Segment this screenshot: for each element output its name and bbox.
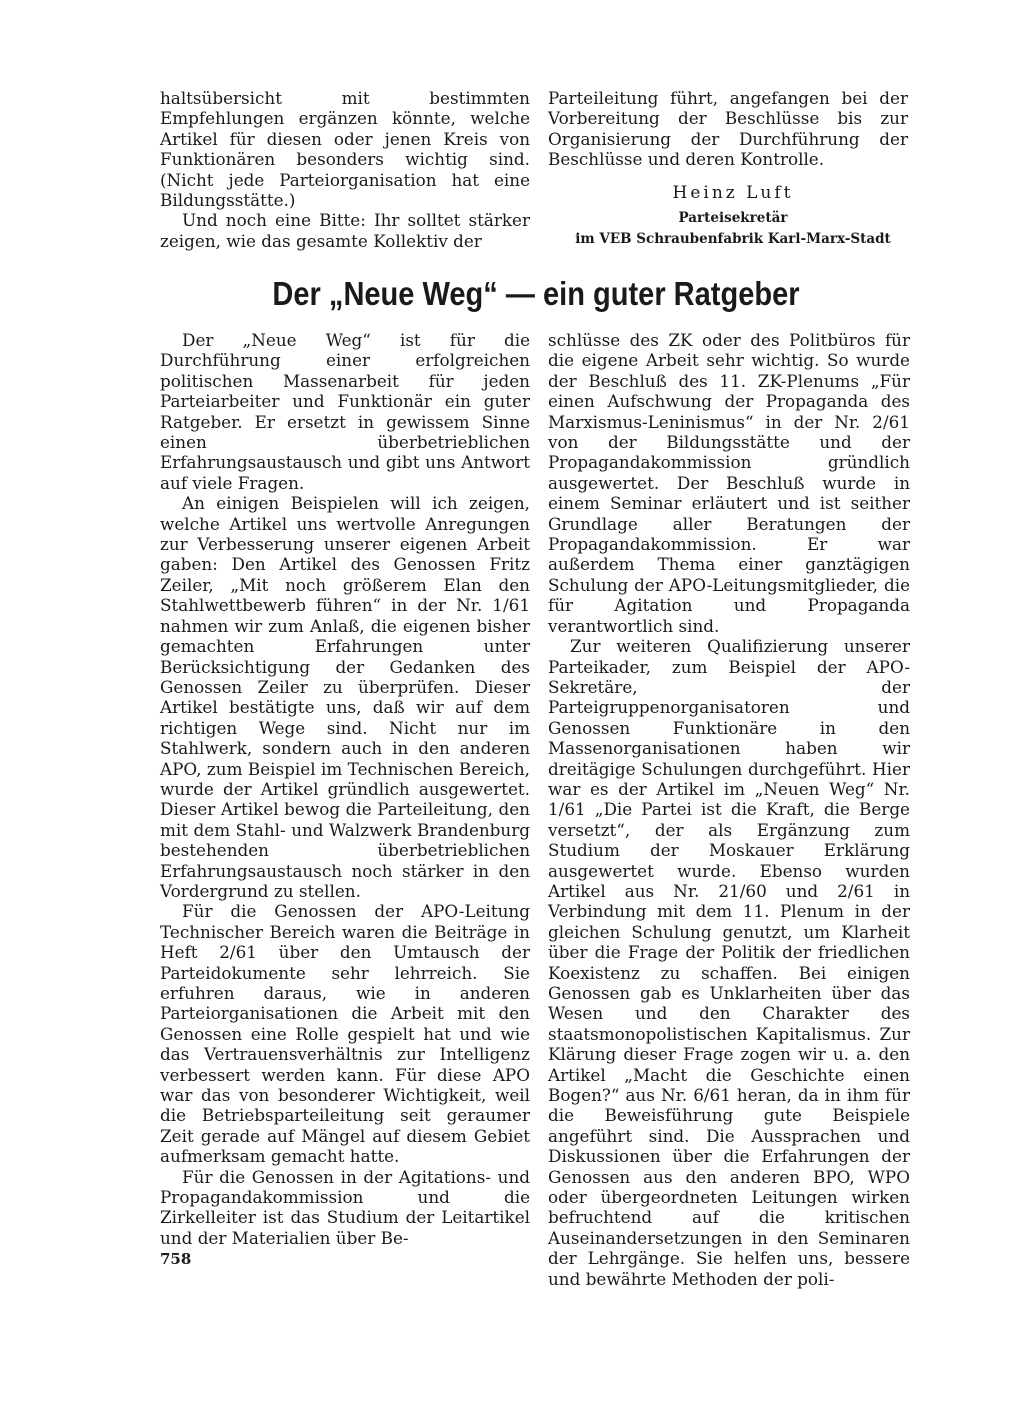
page-number: 758 bbox=[160, 1250, 192, 1268]
article-left-paragraph-4: Für die Genossen in der Agitations- und Propagandakommission und die Zirkelleiter ist das Studium der Leitartikel und der Materialien über Be- bbox=[160, 1166, 530, 1248]
article-left-paragraph-1: Der „Neue Weg“ ist für die Durchführung einer erfolgreichen politischen Massenarbeit für jeden Parteiarbeiter und Funktionär ein guter Ratgeber. Er ersetzt in gewissem Sinne einen überbetrieblichen Erfahrungsaustausch und gibt uns Antwort auf viele Fragen. bbox=[160, 330, 530, 493]
top-left-column bbox=[160, 88, 530, 251]
top-right-column bbox=[548, 88, 908, 170]
article-right-paragraph-2: Zur weiteren Qualifizierung unserer Parteikader, zum Beispiel der APO-Sekretäre, der Parteigruppenorganisatoren und Genossen Funktionäre in den Massenorganisationen haben wir dreitägige Schulungen durchgeführt. Hier war es der Artikel im „Neuen Weg“ Nr. 1/61 „Die Partei ist die Kraft, die Berge versetzt“, der als Ergänzung zum Studium der Moskauer Erklärung ausgewertet wurde. Ebenso wurden Artikel aus Nr. 21/60 und 2/61 in Verbindung mit dem 11. Plenum in der gleichen Schulung genutzt, um Klarheit über die Frage der Politik der friedlichen Koexistenz zu schaffen. Bei einigen Genossen gab es Unklarheiten über das Wesen und den Charakter des staatsmonopolistischen Kapitalismus. Zur Klärung dieser Frage zogen wir u. a. den Artikel „Macht die Geschichte einen Bogen?“ aus Nr. 6/61 heran, da in ihm für die Beweisführung gute Beispiele angeführt sind. Die Aussprachen und Diskussionen über die Erfahrungen der Genossen aus den anderen BPO, WPO oder übergeordneten Leitungen wirken befruchtend auf die kritischen Auseinandersetzungen in den Seminaren der Lehrgänge. Sie helfen uns, bessere und bewährte Methoden der poli- bbox=[548, 636, 910, 1289]
signature-place: im VEB Schraubenfabrik Karl-Marx-Stadt bbox=[575, 231, 891, 247]
article-right-column bbox=[548, 330, 910, 1289]
article-left-column bbox=[160, 330, 530, 1248]
article-left-paragraph-3: Für die Genossen der APO-Leitung Technischer Bereich waren die Beiträge in Heft 2/61 über den Umtausch der Parteidokumente sehr lehrreich. Sie erfuhren daraus, wie in anderen Parteiorganisationen die Arbeit mit den Genossen eine Rolle gespielt hat und wie das Vertrauensverhältnis zur Intelligenz verbessert werden kann. Für diese APO war das von besonderer Wichtigkeit, weil die Betriebsparteileitung seit geraumer Zeit gerade auf Mängel auf diesem Gebiet aufmerksam gemacht hatte. bbox=[160, 901, 530, 1167]
signature-role: Parteisekretär bbox=[678, 210, 788, 226]
article-left-paragraph-2: An einigen Beispielen will ich zeigen, welche Artikel uns wertvolle Anregungen zur Verbesserung unserer eigenen Arbeit gaben: Den Artikel des Genossen Fritz Zeiler, „Mit noch größerem Elan den Stahlwettbewerb führen“ in der Nr. 1/61 nahmen wir zum Anlaß, die eigenen bisher gemachten Erfahrungen unter Berücksichtigung der Gedanken des Genossen Zeiler zu überprüfen. Dieser Artikel bestätigte uns, daß wir auf dem richtigen Wege sind. Nicht nur im Stahlwerk, sondern auch in den anderen APO, zum Beispiel im Technischen Bereich, wurde der Artikel gründlich ausgewertet. Dieser Artikel bewog die Parteileitung, den mit dem Stahl- und Walzwerk Brandenburg bestehenden überbetrieblichen Erfahrungsaustausch noch stärker in den Vordergrund zu stellen. bbox=[160, 493, 530, 901]
top-left-paragraph-1: haltsübersicht mit bestimmten Empfehlungen ergänzen könnte, welche Artikel für diesen oder jenen Kreis von Funktionären besonders wichtig sind. (Nicht jede Parteiorganisation hat eine Bildungsstätte.) bbox=[160, 88, 530, 211]
article-right-paragraph-1: schlüsse des ZK oder des Politbüros für die eigene Arbeit sehr wichtig. So wurde der Beschluß des 11. ZK-Plenums „Für einen Aufschwung der Propaganda des Marxismus-Leninismus“ in der Nr. 2/61 von der Bildungsstätte und der Propagandakommission gründlich ausgewertet. Der Beschluß wurde in einem Seminar erläutert und ist seither Grundlage aller Beratungen der Propagandakommission. Er war außerdem Thema einer ganztägigen Schulung der APO-Leitungsmitglieder, die für Agitation und Propaganda verantwortlich sind. bbox=[548, 330, 910, 636]
top-left-paragraph-2: Und noch eine Bitte: Ihr solltet stärker zeigen, wie das gesamte Kollektiv der bbox=[160, 210, 530, 251]
top-right-paragraph: Parteileitung führt, angefangen bei der Vorbereitung der Beschlüsse bis zur Organisierung der Durchführung der Beschlüsse und deren Kontrolle. bbox=[548, 88, 908, 170]
article-headline: Der „Neue Weg“ — ein guter Ratgeber bbox=[272, 275, 800, 312]
signature-name: Heinz Luft bbox=[672, 183, 794, 203]
